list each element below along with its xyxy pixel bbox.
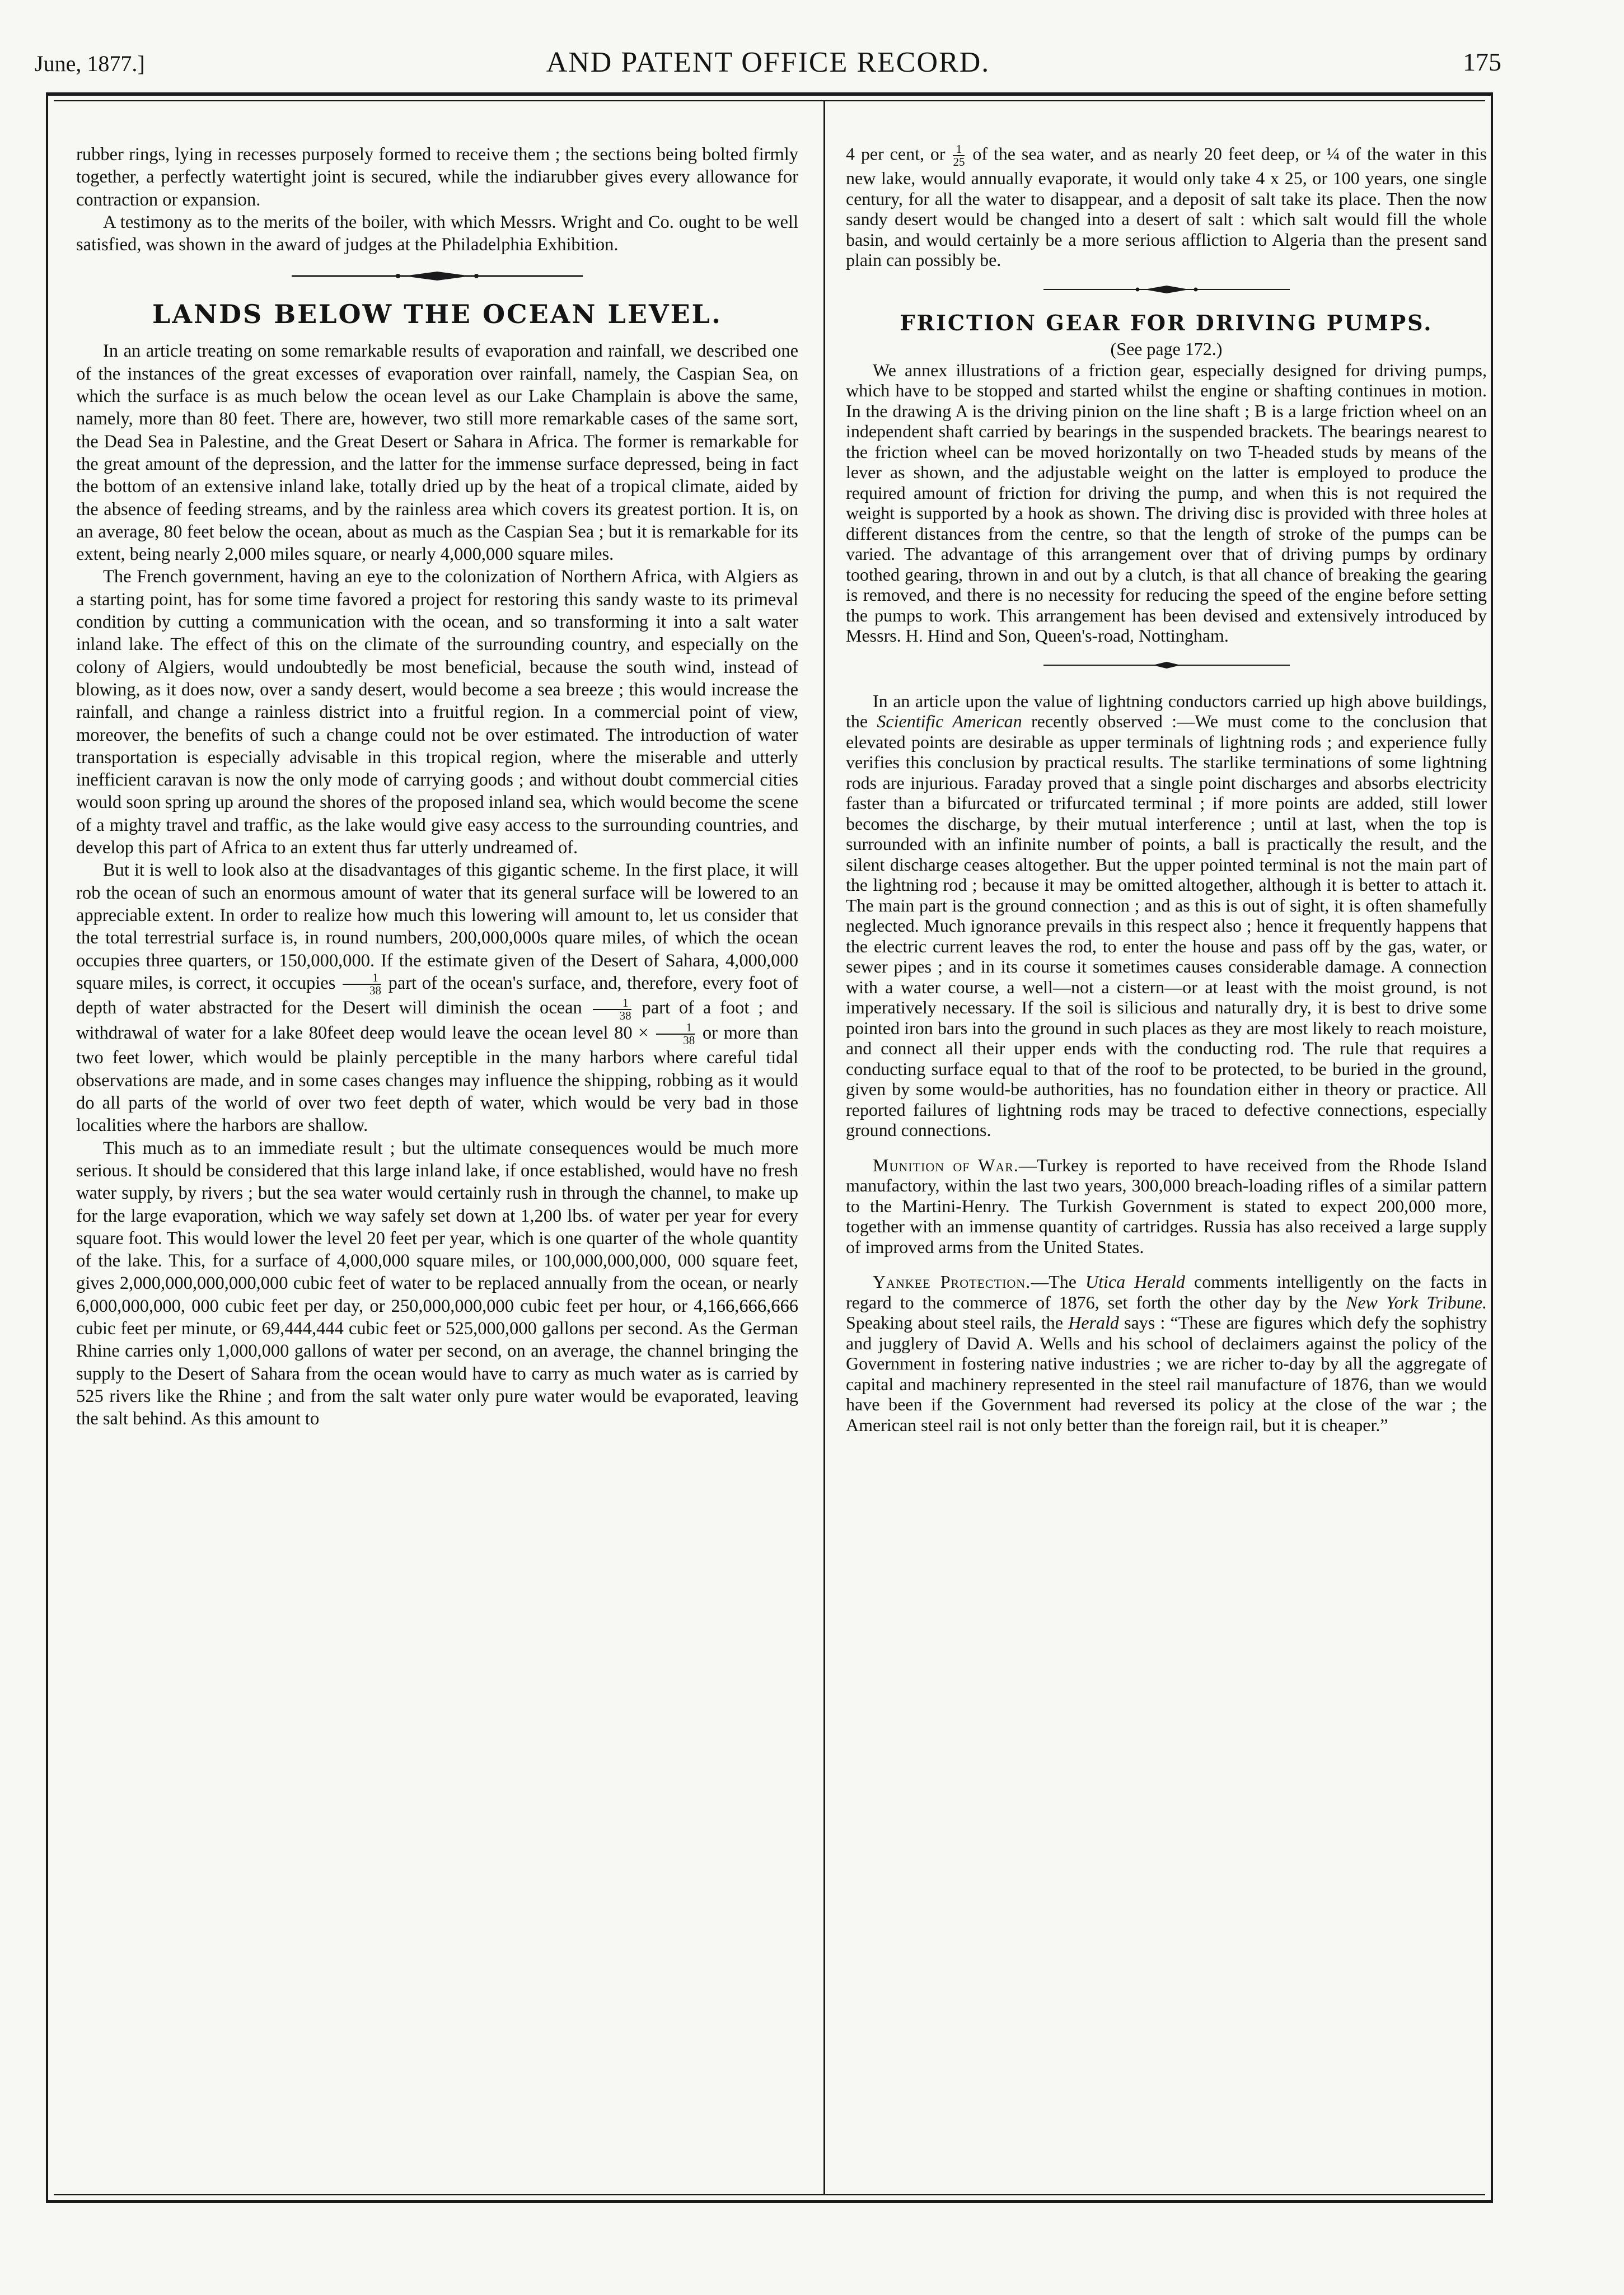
boiler-testimony-paragraph: A testimony as to the merits of the boiler, with which Messrs. Wright and Co. ought to be well satisfied, was shown in the award of judges at the Philadelphia Exhibition. (76, 212, 798, 255)
publication-name: Herald (1068, 1312, 1119, 1333)
article-paragraph-4: This much as to an immediate result ; but the ultimate consequences would be much more serious. It should be considered that this large inland lake, if once established, would have no fresh water supply, by rivers ; but the sea water would certainly rush in through the channel, to make up for the large evaporation, which we way safely set down at 1,200 lbs. of water per year for every square foot. This would lower the level 20 feet per year, which is one quarter of the whole quantity of the lake. This, for a surface of 4,000,000 square miles, or 100,000,000,000, 000 square feet, gives 2,000,000,000,000,000 cubic feet of water to be replaced annually from the ocean, or nearly 6,000,000,000, 000 cubic feet per day, or 250,000,000,000 cubic feet per hour, or 4,166,666,666 cubic feet per minute, or 69,444,444 cubic feet or 525,000,000 gallons per second. As the German Rhine carries only 1,000,000 gallons of water per second, on an average, the channel bringing the supply to the Desert of Sahara from the ocean would have to carry as much water as is carried by 525 rivers like the Rhine ; and from the salt water only pure water would be evaporated, leaving the salt behind. As this amount to (76, 1138, 798, 1429)
article-paragraph-2: The French government, having an eye to the colonization of Northern Africa, with Algiers as a starting point, has for some time favored a project for restoring this sandy waste to its primeval condition by cutting a communication with the ocean, and so transforming it into a salt water inland lake. The effect of this on the climate of the surrounding country, and especially on the colony of Algiers, would undoubtedly be most beneficial, because the south wind, instead of blowing, as it does now, over a sandy desert, would become a sea breeze ; this would increase the rainfall, and change a rainless district into a fruitful region. In a commercial point of view, moreover, the benefits of such a change could not be over estimated. The introduction of water transportation is especially advisable in this tropical region, where the miserable and utterly inefficient caravan is now the only mode of carrying goods ; and without doubt commercial cities would soon spring up around the shores of the proposed inland sea, which would become the scene of a mighty travel and traffic, as the lake would give easy access to the surrounding countries, and develop this part of Africa to an extent thus far utterly undreamed of. (76, 567, 798, 858)
paragraph-heading: Munition of War. (873, 1154, 1019, 1175)
publication-name: Utica Herald (1085, 1272, 1185, 1292)
section-divider-ornament (292, 270, 583, 282)
page-frame (46, 92, 1493, 2203)
journal-title: AND PATENT OFFICE RECORD. (546, 46, 990, 78)
section-divider-ornament (1043, 285, 1290, 294)
boiler-continuation-paragraph: rubber rings, lying in recesses purposely formed to receive them ; the sections being bolted firmly together, a perfectly watertight joint is secured, while the indiarubber gives every allowance for contraction or expansion. (76, 144, 798, 210)
fraction-one-thirty-eighth: $\frac{1}{38}$ (656, 1022, 695, 1046)
see-page-reference: (See page 172.) (1110, 338, 1223, 359)
publication-name: New York Tribune. (1345, 1292, 1487, 1312)
issue-date: June, 1877.] (35, 51, 145, 76)
friction-gear-paragraph: We annex illustrations of a friction gear, especially designed for driving pumps, which have to be stopped and started whilst the engine or shafting continues in motion. In the drawing A is the driving pinion on the line shaft ; B is a large friction wheel on an independent shaft carried by bearings in the suspended brackets. The bearings nearest to the friction wheel can be moved horizontally on two T-headed studs by means of the lever as shown, and the adjustable weight on the latter is employed to produce the required amount of friction for driving the pump, and when this is not required the weight is supported by a hook as shown. The driving disc is provided with three holes at different distances from the centre, so that the length of stroke of the pumps can be varied. The advantage of this arrangement over that of driving pumps by ordinary toothed gearing, thrown in and out by a clutch, is that all chance of breaking the gearing is removed, and there is no necessity for reducing the speed of the engine before setting the pumps to work. This arrangement has been devised and extensively introduced by Messrs. H. Hind and Son, Queen's-road, Nottingham. (846, 359, 1487, 646)
munition-of-war-paragraph: Munition of War.—Turkey is reported to have received from the Rhode Island manufactory, within the last two years, 300,000 breach-loading rifles of a similar pattern to the Martini-Henry. The Turkish Government is stated to expect 200,000 more, together with an immense quantity of cartridges. Russia has also received a large supply of improved arms from the United States. (846, 1154, 1487, 1257)
right-column (846, 143, 1487, 1435)
left-column (76, 143, 798, 1430)
sahara-continuation-paragraph: 4 per cent, or $\frac{1}{25}$ of the sea water, and as nearly 20 feet deep, or ¼ of the water in this new lake, would annually evaporate, it would only take 4 x 25, or 100 years, one single century, for all the water to disappear, and a deposit of salt take its place. Then the now sandy desert would be changed into a desert of salt : which salt would fill the whole basin, and would certainly be a more serious affliction to Algeria than the present sand plain can possibly be. (846, 142, 1487, 270)
fraction-one-thirty-eighth: $\frac{1}{38}$ (593, 997, 631, 1022)
fraction-one-thirty-eighth: $\frac{1}{38}$ (343, 972, 381, 997)
article-title-lands-below-ocean: LANDS BELOW THE OCEAN LEVEL. (152, 299, 722, 330)
running-head (35, 44, 1501, 88)
paragraph-heading: Yankee Protection. (873, 1272, 1031, 1292)
paragraph-3-part-c: part of a foot ; and withdrawal of water for a lake 80feet deep would leave the ocean level 80 × (76, 998, 799, 1043)
page-number: 175 (1463, 48, 1501, 76)
paragraph-3-part-d: or more than two feet lower, which would be plainly perceptible in the many harbors where careful tidal observations are made, and in some cases changes may influence the shipping, robbing as it would do all parts of the world of over two feet depth of water, which would be very bad in those localities where the harbors are shallow. (76, 1022, 798, 1136)
yankee-protection-paragraph: Yankee Protection.—The Utica Herald comments intelligently on the facts in regard to the commerce of 1876, set forth the other day by the New York Tribune. Speaking about steel rails, the Herald says : “These are figures which defy the sophistry and jugglery of David A. Wells and his school of declaimers against the policy of the Government in fostering native industries ; we are richer to-day by all the aggregate of capital and machinery represented in the steel rail manufacture of 1876, than we would have been if the Government had reversed its policy at the close of the war ; the American steel rail is not only better than the foreign rail, but it is cheaper.” (846, 1272, 1487, 1435)
publication-name: Scientific American (877, 711, 1022, 731)
lightning-conductors-paragraph: In an article upon the value of lightning conductors carried up high above buildings, the Scientific American recently observed :—We must come to the conclusion that elevated points are desirable as upper terminals of lightning rods ; and experience fully verifies this conclusion by practical results. The starlike terminations of some lightning rods are injurious. Faraday proved that a single point discharges and absorbs electricity faster than a bifurcated or trifurcated terminal ; if more points are added, still lower becomes the discharge, by their mutual interference ; until at last, when the top is surrounded with an infinite number of points, a ball is practically the result, and the silent discharge ceases altogether. But the upper pointed terminal is not the main part of the lightning rod ; because it may be omitted altogether, although it is better to attach it. The main part is the ground connection ; and as this is out of sight, it is often shamefully neglected. Much ignorance prevails in this respect also ; hence it frequently happens that the electric current leaves the rod, to enter the house and pass off by the gas, water, or sewer pipes ; and in its course it sometimes causes considerable damage. A connection with a water course, a well—not a cistern—or at least with the moist ground, is not imperatively necessary. If the soil is silicious and naturally dry, it is best to drive some pointed iron bars into the ground in such places as they are most likely to reach moisture, and connect all their upper ends with the conducting rod. The rule that requires a conducting surface equal to that of the roof to be protected, to be buried in the ground, given by some would-be authorities, has no foundation either in theory or practice. All reported failures of lightning rods may be traced to defective connections, especially ground connections. (846, 690, 1487, 1140)
article-title-friction-gear: FRICTION GEAR FOR DRIVING PUMPS. (900, 310, 1433, 335)
section-divider-ornament (1043, 661, 1290, 670)
column-rule (823, 101, 825, 2194)
fraction-one-twenty-fifth: $\frac{1}{25}$ (953, 142, 965, 169)
article-paragraph-1: In an article treating on some remarkable results of evaporation and rainfall, we described one of the instances of the great excesses of evaporation over rainfall, namely, the Caspian Sea, on which the surface is as much below the ocean level as our Lake Champlain is above the same, namely, more than 80 feet. There are, however, two still more remarkable cases of the same sort, the Dead Sea in Palestine, and the Great Desert or Sahara in Africa. The former is remarkable for the great amount of the depression, and the latter for the immense surface depressed, being in fact the bottom of an extensive inland lake, totally dried up by the heat of a tropical climate, aided by the absence of feeding streams, and by the rainless area which covers its greatest portion. It is, on an average, 80 feet below the ocean, about as much as the Caspian Sea ; but it is remarkable for its extent, being nearly 2,000 miles square, or nearly 4,000,000 square miles. (76, 341, 798, 565)
page-frame-inner (54, 100, 1485, 2195)
paragraph-3-part-a: But it is well to look also at the disadvantages of this gigantic scheme. In the first place, it will rob the ocean of such an enormous amount of water that its general surface will be lowered to an appreciable extent. In order to realize how much this lowering will amount to, let us consider that the total terrestrial surface is, in round numbers, 200,000,000s quare miles, of which the ocean occupies three quarters, or 150,000,000. If the estimate given of the Desert of Sahara, 4,000,000 square miles, is correct, it occupies (76, 860, 798, 993)
paragraph-3-part-b: part of the ocean's surface, and, therefore, every foot of depth of water abstracted for the Desert will diminish the ocean (76, 973, 799, 1018)
article-paragraph-3 (76, 859, 798, 1137)
